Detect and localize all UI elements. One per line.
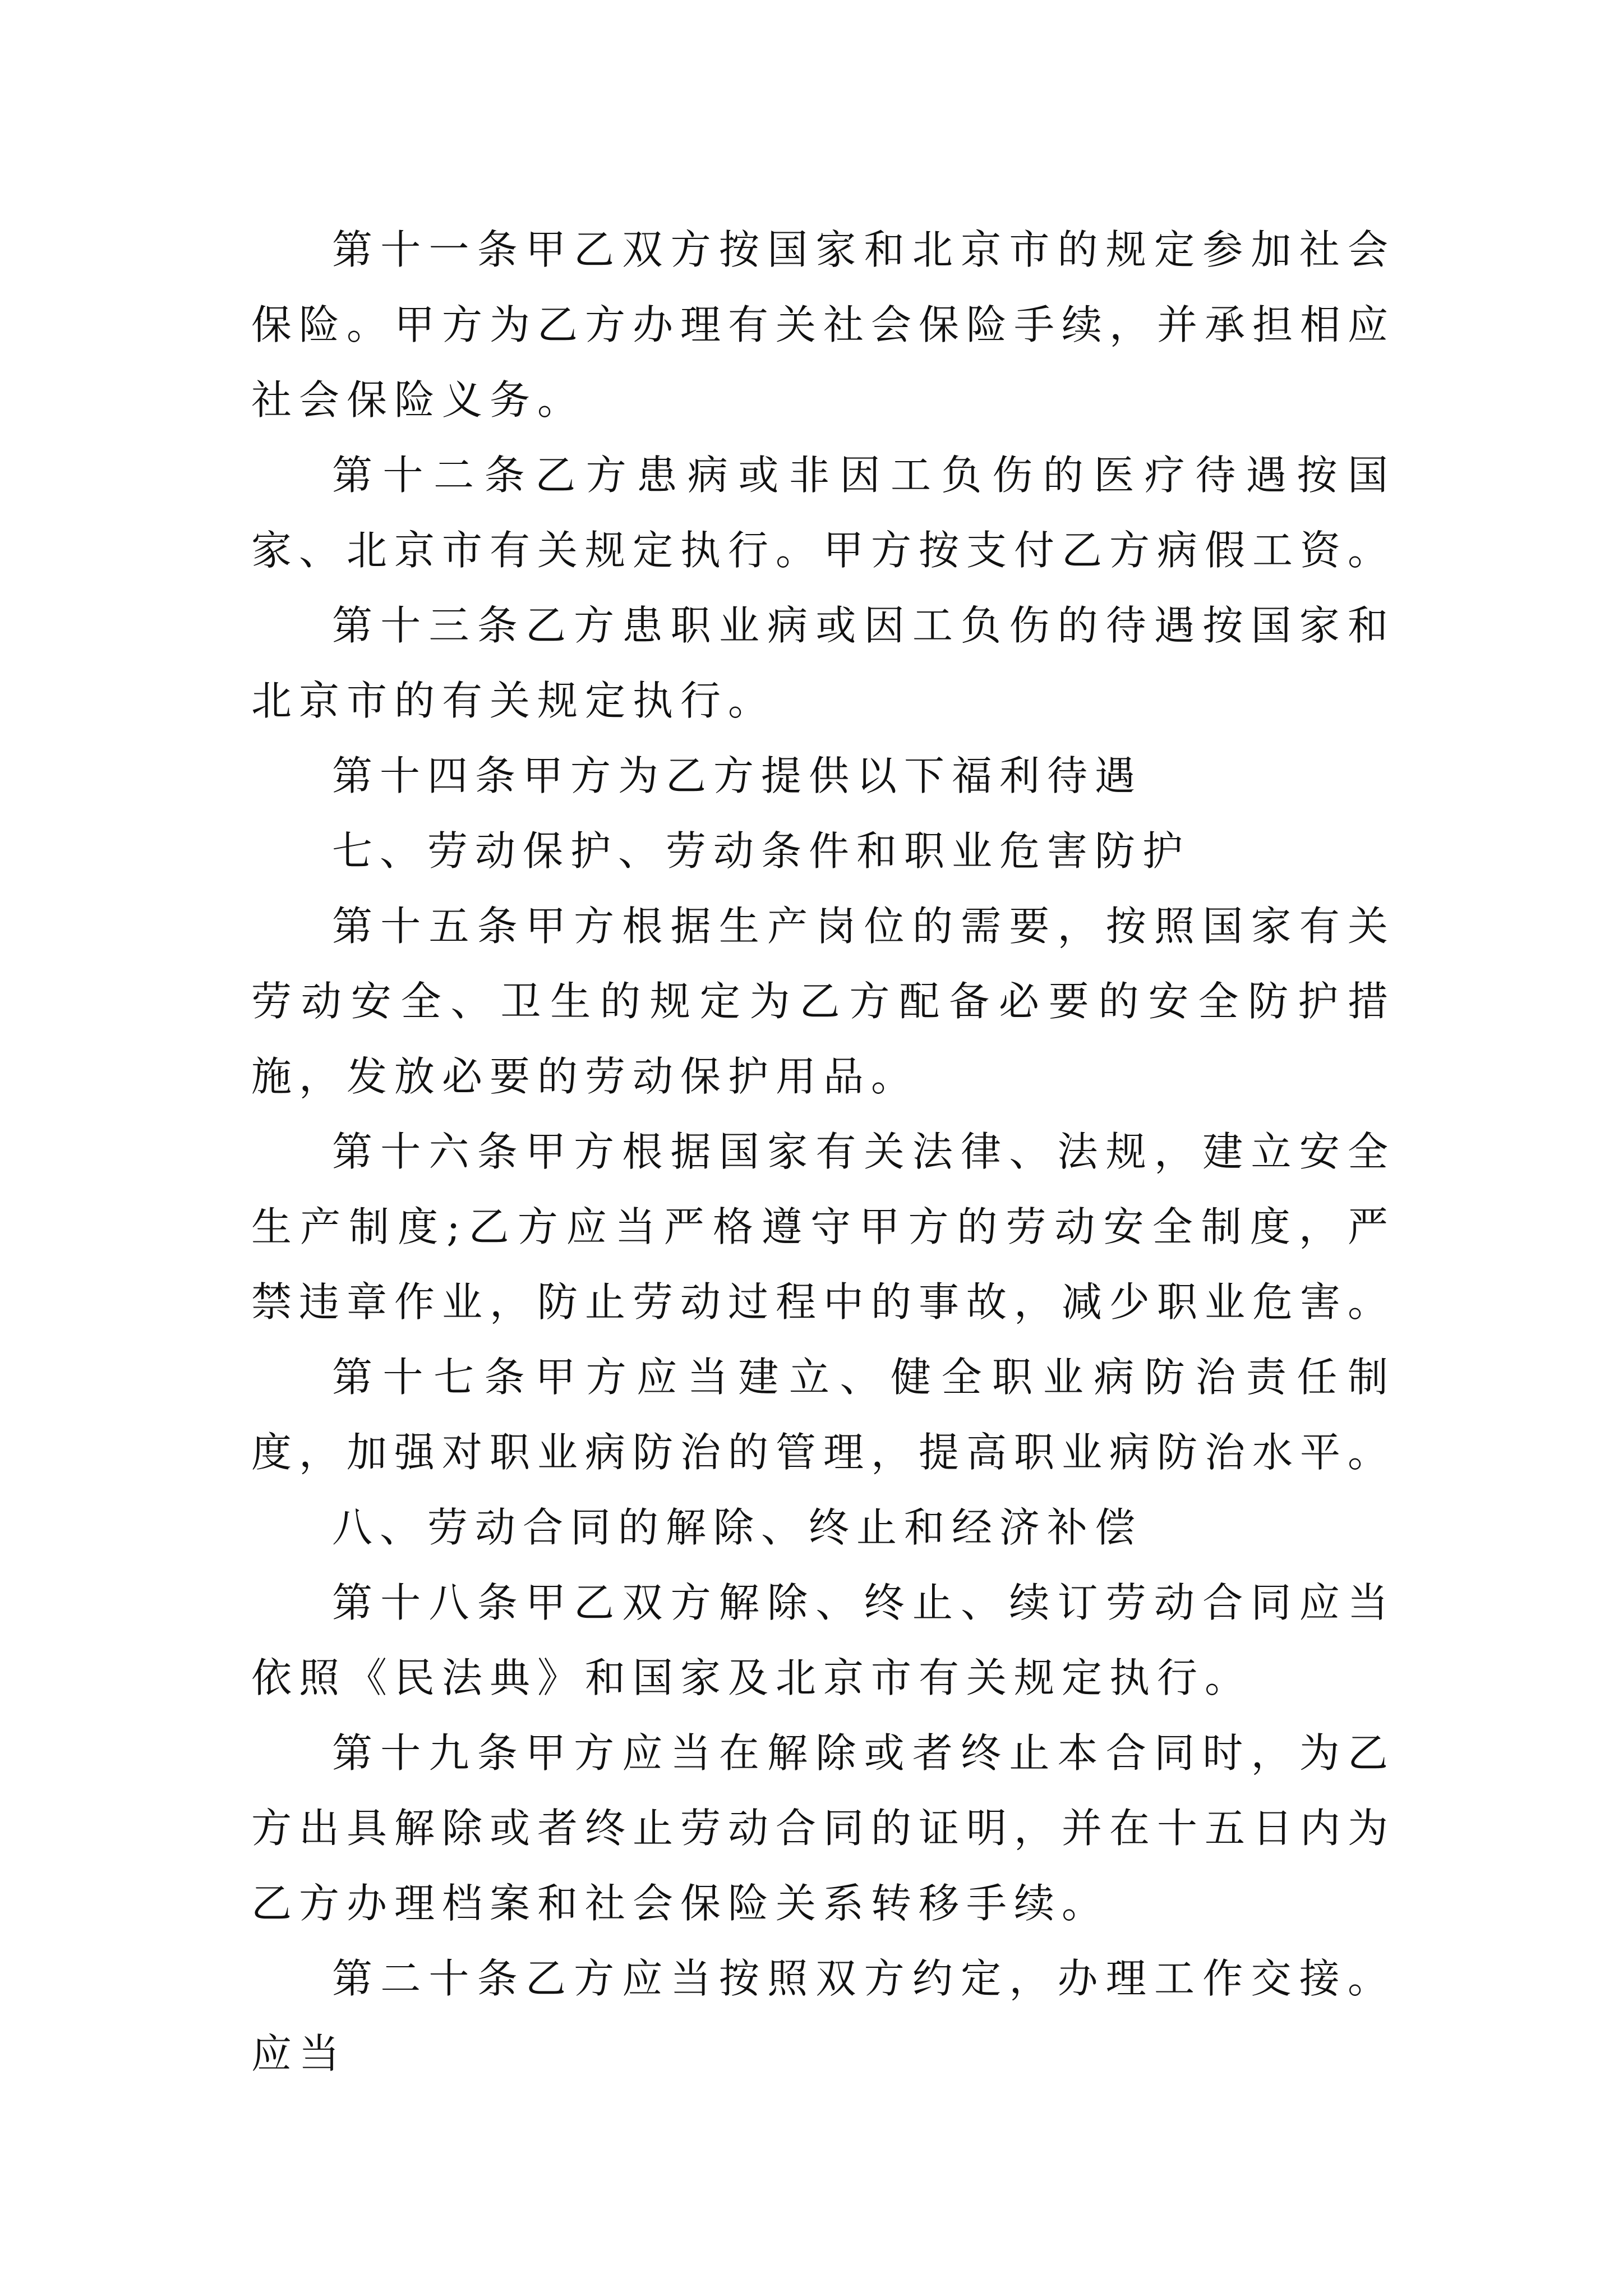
article-13-paragraph: 第十三条乙方患职业病或因工负伤的待遇按国家和北京市的有关规定执行。 bbox=[251, 602, 1395, 724]
article-14-paragraph: 第十四条甲方为乙方提供以下福利待遇 bbox=[332, 752, 1143, 799]
article-18-paragraph: 第十八条甲乙双方解除、终止、续订劳动合同应当依照《民法典》和国家及北京市有关规定执行。 bbox=[251, 1579, 1395, 1701]
article-16-paragraph: 第十六条甲方根据国家有关法律、法规，建立安全生产制度;乙方应当严格遵守甲方的劳动安全制度，严禁违章作业，防止劳动过程中的事故，减少职业危害。 bbox=[251, 1128, 1396, 1326]
article-20-paragraph: 第二十条乙方应当按照双方约定，办理工作交接。应当 bbox=[251, 1955, 1395, 2077]
document-body bbox=[251, 212, 1395, 2091]
article-12-paragraph: 第十二条乙方患病或非因工负伤的医疗待遇按国家、北京市有关规定执行。甲方按支付乙方病假工资。 bbox=[251, 452, 1396, 574]
section-7-heading: 七、劳动保护、劳动条件和职业危害防护 bbox=[332, 827, 1191, 875]
section-8-heading: 八、劳动合同的解除、终止和经济补偿 bbox=[332, 1504, 1143, 1551]
article-19-paragraph: 第十九条甲方应当在解除或者终止本合同时，为乙方出具解除或者终止劳动合同的证明，并在十五日内为乙方办理档案和社会保险关系转移手续。 bbox=[251, 1729, 1396, 1927]
article-11-paragraph: 第十一条甲乙双方按国家和北京市的规定参加社会保险。甲方为乙方办理有关社会保险手续，并承担相应社会保险义务。 bbox=[251, 226, 1396, 424]
article-15-paragraph: 第十五条甲方根据生产岗位的需要，按照国家有关劳动安全、卫生的规定为乙方配备必要的安全防护措施，发放必要的劳动保护用品。 bbox=[251, 903, 1395, 1100]
article-17-paragraph: 第十七条甲方应当建立、健全职业病防治责任制度，加强对职业病防治的管理，提高职业病防治水平。 bbox=[251, 1354, 1396, 1476]
